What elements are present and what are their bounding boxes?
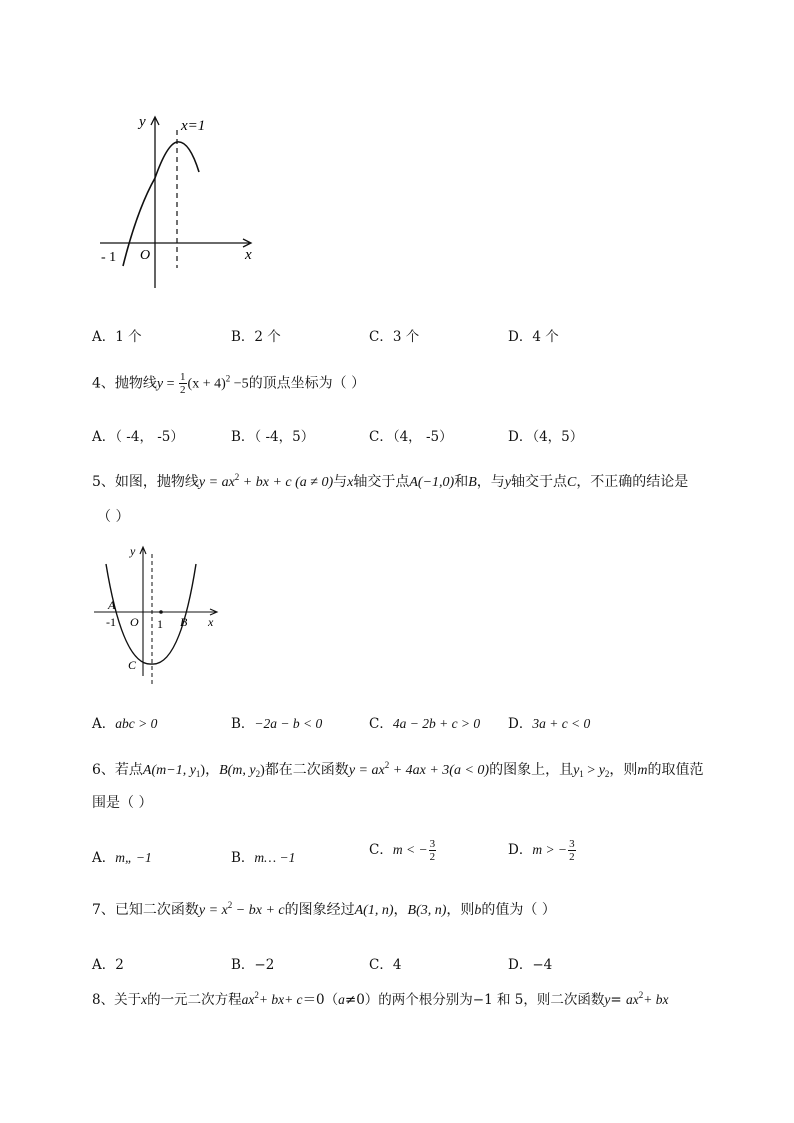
q6-cmp1-sub: 1 — [579, 769, 584, 779]
q6-point-b-end: ) — [260, 763, 265, 778]
q4-expr-lhs: y — [156, 376, 164, 392]
q8-eq-exp: 2 — [254, 990, 259, 1000]
q5-option-d-prefix: D． — [508, 716, 533, 732]
q5-t1: 与 — [333, 474, 348, 490]
q5-t4: ，与 — [476, 474, 505, 490]
q8-func2-exp: 2 — [638, 990, 644, 1000]
q7-point-b: B(3, n) — [407, 903, 447, 918]
q5-x-var: x — [347, 475, 354, 490]
q5-option-b[interactable] — [231, 712, 322, 732]
q5-option-c-prefix: C． — [369, 716, 393, 732]
q5-expr-exp: 2 — [234, 472, 240, 482]
q7-t3: 的值为（ ） — [481, 902, 556, 918]
q4-frac-den: 2 — [180, 384, 186, 396]
q7-func-exp: 2 — [227, 900, 233, 910]
q7-point-a: A(1, n) — [354, 903, 394, 918]
q8-eq-tail: + bx+ c — [258, 992, 303, 1007]
one-label: 1 — [157, 617, 163, 631]
q4-frac-num: 1 — [180, 371, 186, 383]
question-4 — [92, 371, 365, 396]
y-label: y — [130, 544, 136, 558]
q5-option-b-expr: −2a − b < 0 — [254, 716, 323, 731]
q6-option-c-den: 2 — [429, 851, 436, 863]
q6-option-b-expr: m… −1 — [254, 850, 296, 865]
q8-t3: ≠0）的两个根分别为−1 和 5，则二次函数 — [344, 992, 605, 1008]
q6-option-d-prefix: D． — [508, 842, 533, 858]
q8-func: y — [604, 992, 611, 1007]
q8-t2: ＝0（ — [302, 992, 339, 1008]
q6-m: m — [637, 763, 648, 778]
parabola-graph-1 — [95, 110, 265, 295]
q5-option-a-prefix: A． — [92, 716, 116, 732]
q6-option-b[interactable] — [231, 846, 295, 866]
q5-answer-blank: （ ） — [97, 509, 130, 525]
q6-option-d-den: 2 — [569, 851, 575, 863]
q8-cond: a — [338, 992, 345, 1007]
q5-option-b-prefix: B． — [231, 716, 255, 732]
q7-option-d[interactable]: D．−4 — [508, 957, 553, 973]
q6-func: y = ax — [348, 763, 385, 778]
q5-t3: 和 — [454, 474, 469, 490]
x-label: x — [208, 615, 214, 629]
q5-number: 5、如图，抛物线 — [92, 474, 199, 490]
q6-sep: ， — [205, 762, 220, 778]
line-label: x=1 — [181, 118, 206, 134]
q5-expr: y = ax — [198, 475, 235, 490]
q5-option-a[interactable] — [92, 712, 157, 732]
q4-number: 4、抛物线 — [92, 375, 157, 392]
q5-option-d-expr: 3a + c < 0 — [532, 716, 591, 731]
q6-cmp1: y — [573, 763, 580, 778]
q6-option-a[interactable] — [92, 846, 152, 866]
q4-expr-mid: (x + 4) — [187, 376, 226, 392]
parabola-curve — [123, 142, 199, 266]
neg-one-label: - 1 — [101, 250, 117, 265]
q5-option-c-expr: 4a − 2b + c > 0 — [392, 716, 481, 731]
q7-option-b[interactable]: B．−2 — [231, 957, 275, 973]
q5-t6: ，不正确的结论是 — [576, 474, 689, 490]
q7-sep: ， — [393, 902, 408, 918]
q6-option-c-prefix: C． — [369, 842, 393, 858]
q6-t3: ，则 — [609, 762, 638, 778]
q5-expr-tail: + bx + c (a ≠ 0) — [239, 475, 334, 490]
q5-point-b: B — [468, 475, 477, 490]
q3-option-d[interactable]: D．4 个 — [508, 329, 559, 345]
q7-t2: ，则 — [446, 902, 475, 918]
question-7 — [92, 900, 556, 921]
q4-fraction — [179, 371, 187, 396]
q8-eq: ax — [241, 992, 255, 1007]
q5-option-a-expr: abc > 0 — [115, 716, 158, 731]
q7-option-a[interactable]: A．2 — [92, 957, 124, 973]
q5-point-a: A(−1,0) — [409, 475, 455, 490]
q3-option-c[interactable]: C．3 个 — [369, 329, 420, 345]
vertex-dot — [159, 610, 163, 614]
q7-option-c[interactable]: C．4 — [369, 957, 402, 973]
q3-option-a[interactable]: A．1 个 — [92, 329, 142, 345]
q6-point-a-sub: 1 — [195, 769, 201, 779]
q6-option-a-expr: m„ −1 — [115, 850, 152, 865]
q4-option-d[interactable]: D．（4，5） — [508, 429, 584, 445]
q6-option-c[interactable] — [369, 838, 437, 863]
q6-option-c-num: 3 — [429, 838, 436, 850]
question-5 — [92, 472, 688, 493]
q5-y-var: y — [504, 475, 511, 490]
q6-t1: 都在二次函数 — [264, 762, 349, 778]
q6-cmp2: y — [598, 763, 605, 778]
parabola-graph-2 — [92, 542, 222, 690]
q6-option-c-expr: m < − — [392, 842, 428, 857]
point-c-label: C — [128, 658, 137, 672]
x-axis-label: x — [245, 247, 252, 263]
q6-line-2: 围是（ ） — [92, 795, 153, 811]
q6-t2: 的图象上，且 — [489, 762, 574, 778]
q8-t4: = — [610, 992, 626, 1008]
q8-func2: ax — [626, 992, 639, 1007]
q6-func-exp: 2 — [384, 760, 390, 770]
q6-t4: 的取值范 — [647, 762, 704, 778]
q6-option-c-frac — [429, 838, 437, 863]
q4-expr-exp: 2 — [225, 373, 231, 384]
q8-x: x — [141, 992, 148, 1007]
q5-option-d[interactable] — [508, 712, 590, 732]
q6-option-d-num: 3 — [569, 838, 575, 850]
q6-point-a: A(m−1, y — [142, 763, 196, 778]
q4-suffix: 的顶点坐标为（ ） — [248, 375, 366, 392]
q6-option-b-prefix: B． — [231, 850, 255, 866]
question-8 — [92, 990, 668, 1010]
q8-number: 8、关于 — [92, 992, 142, 1008]
y-axis-label: y — [139, 114, 146, 130]
q7-number: 7、已知二次函数 — [92, 902, 199, 918]
question-6 — [92, 760, 704, 781]
q6-option-a-prefix: A． — [92, 850, 116, 866]
q6-option-d-frac — [568, 838, 576, 863]
q4-option-a[interactable]: A．（ -4， -5） — [92, 429, 184, 445]
q6-func-tail: + 4ax + 3(a < 0) — [389, 763, 490, 778]
q7-t1: 的图象经过 — [284, 902, 355, 918]
q6-option-d[interactable] — [508, 838, 577, 863]
q7-func-tail: − bx + c — [232, 903, 285, 918]
q4-expr-eq: = — [163, 376, 179, 392]
q7-b: b — [474, 903, 482, 918]
q6-number: 6、若点 — [92, 762, 143, 778]
q4-option-b[interactable]: B．（ -4，5） — [231, 429, 315, 445]
q5-option-c[interactable] — [369, 712, 480, 732]
q8-t1: 的一元二次方程 — [147, 992, 242, 1008]
neg-one-label: -1 — [106, 615, 116, 629]
q6-cmp-op: > — [583, 763, 599, 778]
q6-point-a-end: ) — [200, 763, 206, 778]
point-a-label: A — [108, 598, 116, 612]
q6-point-b-sub: 2 — [255, 769, 261, 779]
q5-point-c: C — [566, 475, 577, 490]
q3-option-b[interactable]: B．2 个 — [231, 329, 281, 345]
origin-label: O — [130, 615, 139, 629]
q6-point-b: B(m, y — [219, 763, 256, 778]
q7-func: y = x — [198, 903, 228, 918]
q8-func2-tail: + bx — [643, 992, 669, 1007]
point-b-label: B — [180, 615, 188, 629]
q5-t5: 轴交于点 — [510, 474, 567, 490]
origin-label: O — [140, 248, 151, 263]
q6-option-d-expr: m > − — [532, 842, 568, 857]
q5-t2: 轴交于点 — [353, 474, 410, 490]
q4-expr-tail: −5 — [230, 376, 249, 392]
q4-option-c[interactable]: C．（4， -5） — [369, 429, 453, 445]
q6-cmp2-sub: 2 — [604, 769, 610, 779]
